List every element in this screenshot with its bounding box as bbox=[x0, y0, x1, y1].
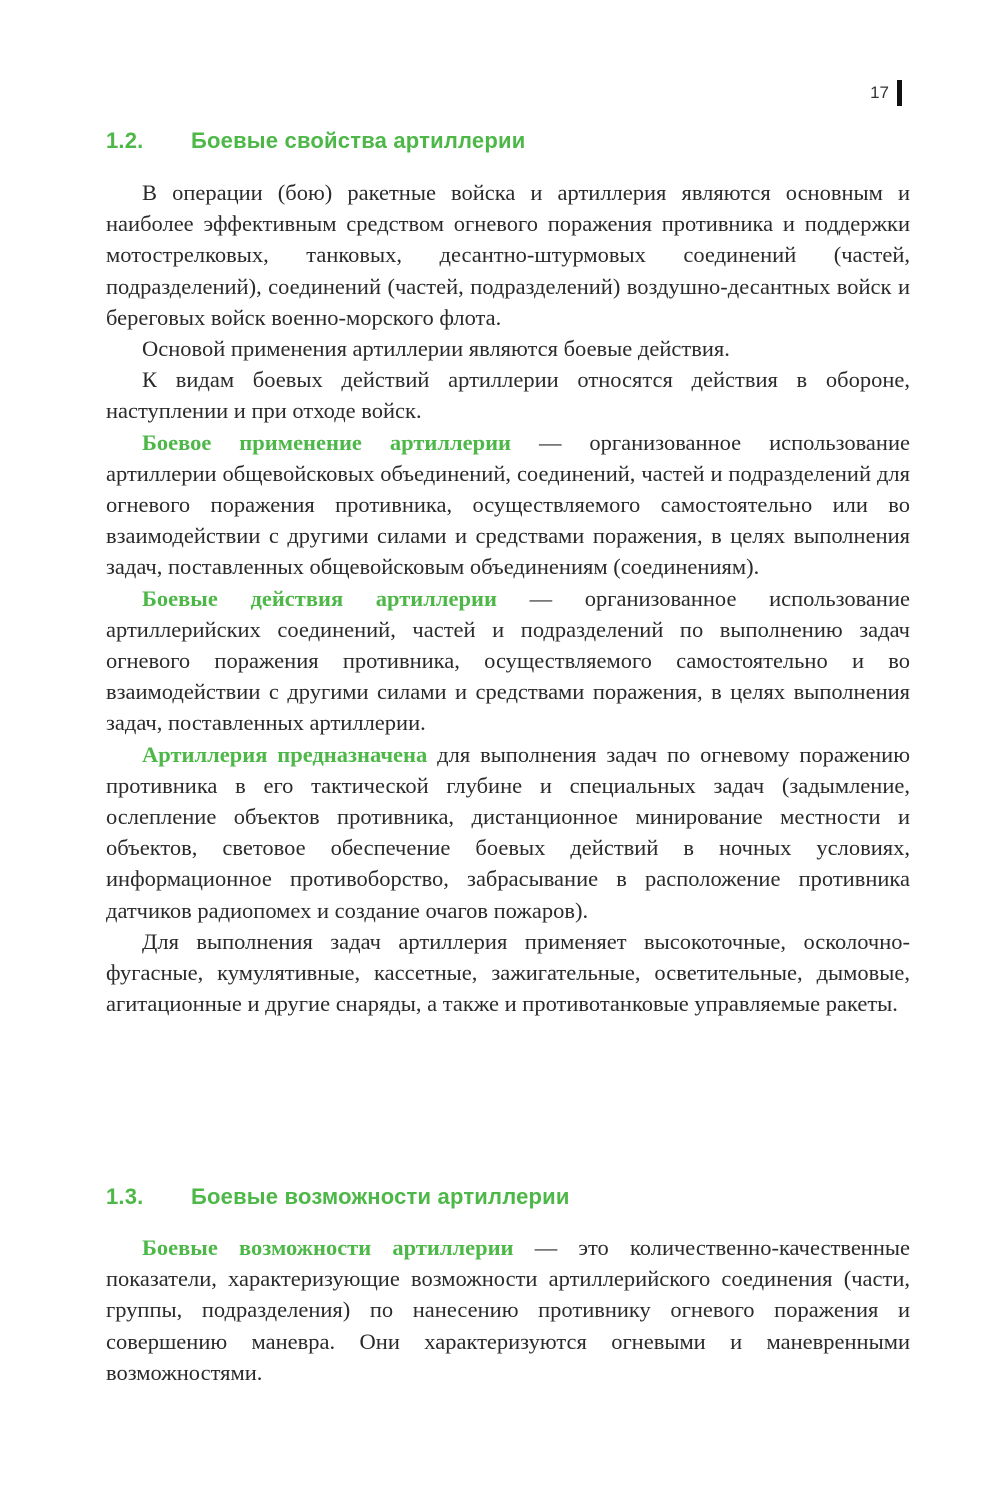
paragraph: Для выполнения задач артиллерия применяет высокоточные, осколочно-фугасные, кумулятивные, кассетные, зажигательные, осветительные, дымовые, агитационные и другие снаряды, а также и противотанковые управляемые ракеты. bbox=[106, 928, 910, 1017]
section-number: 1.3. bbox=[106, 1184, 144, 1209]
section-number: 1.2. bbox=[106, 128, 144, 153]
definition-paragraph bbox=[106, 739, 910, 926]
definition-text: — организованное использование артиллерийских соединений, частей и подразделений по выполнению задач огневого поражения противника, осуществляемого самостоятельно и во взаимодействии с другими силами и средствами поражения, в целях выполнения задач, поставленных артиллерии. bbox=[106, 585, 910, 736]
definition-paragraph bbox=[106, 1232, 910, 1388]
section-heading-1-3 bbox=[106, 1184, 570, 1210]
section-1-3-body bbox=[106, 1232, 910, 1388]
section-title: Боевые возможности артиллерии bbox=[191, 1184, 570, 1209]
page-number-bar bbox=[897, 80, 902, 106]
definition-text: для выполнения задач по огневому поражению противника в его тактической глубине и специальных задач (задымление, ослепление объектов противника, дистанционное минирование местности и объектов, световое обеспечение боевых действий в ночных условиях, информационное противоборство, забрасывание в расположение противника датчиков радиопомех и создание очагов пожаров). bbox=[106, 741, 910, 923]
section-heading-1-2 bbox=[106, 128, 525, 154]
section-1-2-body bbox=[106, 177, 910, 1019]
section-title: Боевые свойства артиллерии bbox=[191, 128, 526, 153]
definition-text: — это количественно-качественные показатели, характеризующие возможности артиллерийского соединения (части, группы, подразделения) по нанесению противнику огневого поражения и совершению маневра. Они характеризуются огневыми и маневренными возможностями. bbox=[106, 1235, 910, 1385]
term-highlight: Боевые возможности артиллерии bbox=[142, 1235, 514, 1260]
term-highlight: Боевые действия артиллерии bbox=[142, 585, 497, 611]
definition-paragraph bbox=[106, 583, 910, 739]
definition-text: — организованное использование артиллерии общевойсковых объединений, соединений, частей и подразделений для огневого поражения противника, осуществляемого самостоятельно или во взаимодействии с другими силами и средствами поражения, в целях выполнения задач, поставленных общевойсковым объединениям (соединениям). bbox=[106, 429, 910, 580]
term-highlight: Артиллерия предназначена bbox=[142, 741, 428, 767]
paragraph: К видам боевых действий артиллерии относятся действия в обороне, наступлении и при отходе войск. bbox=[106, 367, 910, 424]
paragraph: В операции (бою) ракетные войска и артиллерия являются основным и наиболее эффективным средством огневого поражения противника и поддержки мотострелковых, танковых, десантно-штурмовых соединений (частей, подразделений), соединений (частей, подразделений) воздушно-десантных войск и береговых войск военно-морского флота. bbox=[106, 180, 910, 330]
definition-paragraph bbox=[106, 427, 910, 583]
page-number bbox=[870, 80, 902, 106]
term-highlight: Боевое применение артиллерии bbox=[142, 429, 512, 455]
page-number-text: 17 bbox=[870, 83, 889, 102]
paragraph: Основой применения артиллерии являются боевые действия. bbox=[142, 336, 730, 362]
